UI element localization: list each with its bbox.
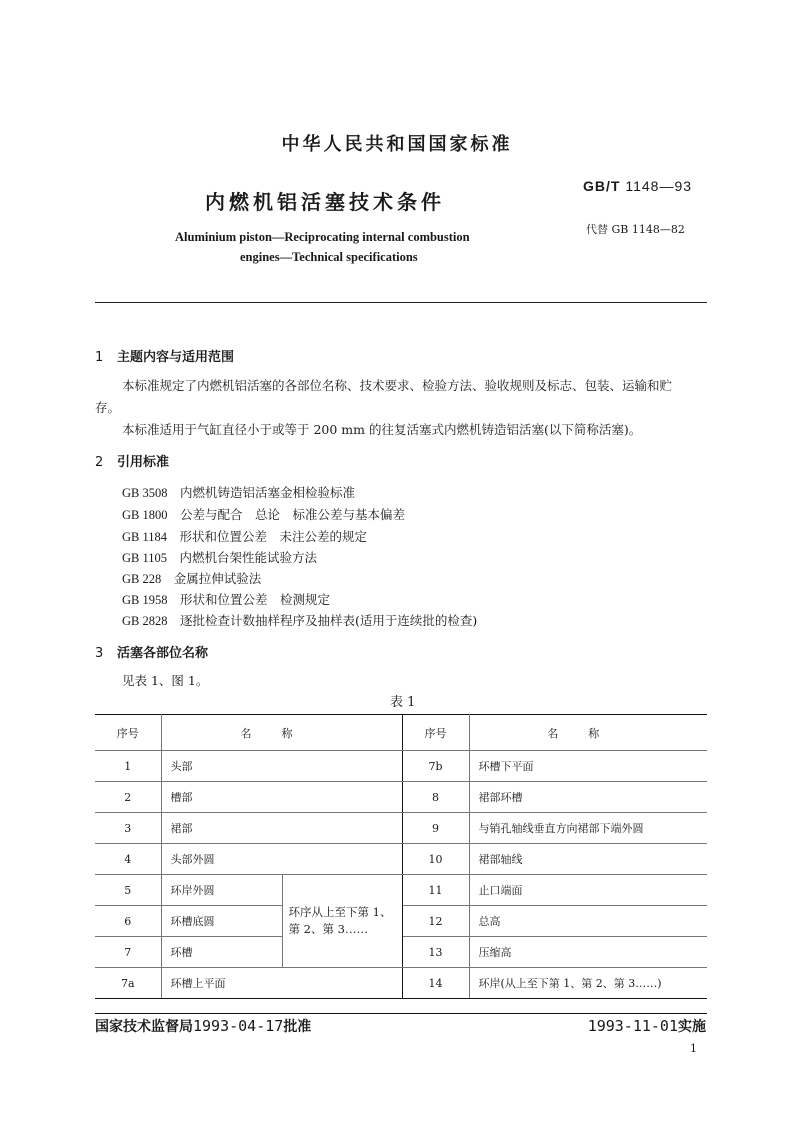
header-no: 序号 [95, 715, 161, 751]
section-1-para-2: 本标准适用于气缸直径小于或等于 200 mm 的往复活塞式内燃机铸造铝活塞(以下简称活塞)。 [122, 422, 642, 437]
row-name: 环槽下平面 [469, 751, 707, 782]
row-name: 环槽 [161, 937, 282, 968]
reference-item [122, 527, 367, 545]
reference-title: 金属拉伸试验法 [173, 571, 262, 586]
section-2-heading [95, 451, 169, 470]
reference-item [122, 611, 477, 629]
section-1-para-1-cont: 存。 [95, 400, 121, 415]
reference-title: 形状和位置公差 未注公差的规定 [179, 529, 368, 544]
footer-divider [95, 1013, 707, 1014]
table-row [95, 782, 707, 813]
section-title: 活塞各部位名称 [117, 646, 209, 661]
reference-code: GB 3508 [122, 486, 168, 500]
table-row [95, 844, 707, 875]
header-no: 序号 [402, 715, 469, 751]
row-no: 7 [95, 937, 161, 968]
approval-date: 1993-04-17 [193, 1017, 284, 1035]
standard-title-english-line1: Aluminium piston—Reciprocating internal combustion [175, 230, 470, 244]
row-no: 5 [95, 875, 161, 906]
row-no: 14 [402, 968, 469, 999]
row-no: 6 [95, 906, 161, 937]
row-no: 10 [402, 844, 469, 875]
header-name: 名称 [161, 715, 402, 751]
row-name: 环岸外圆 [161, 875, 282, 906]
reference-item [122, 590, 330, 608]
standard-title-chinese: 内燃机铝活塞技术条件 [205, 190, 445, 214]
reference-code: GB 1105 [122, 551, 168, 565]
row-no: 3 [95, 813, 161, 844]
header-divider [95, 302, 707, 303]
table-row [95, 968, 707, 999]
standard-code: 1148—93 [625, 178, 693, 194]
reference-title: 内燃机台架性能试验方法 [179, 550, 318, 565]
reference-item [122, 483, 355, 501]
standard-prefix: GB/T [583, 178, 621, 194]
approval-org: 国家技术监督局 [95, 1019, 193, 1035]
national-standard-heading: 中华人民共和国国家标准 [281, 134, 513, 155]
row-name: 头部 [161, 751, 402, 782]
section-3-para: 见表 1、图 1。 [122, 673, 209, 688]
parts-table [95, 714, 707, 999]
row-name: 止口端面 [469, 875, 707, 906]
section-1-para-1: 本标准规定了内燃机铝活塞的各部位名称、技术要求、检验方法、验收规则及标志、包装、运输和贮 [122, 378, 673, 393]
effective-line [588, 1016, 706, 1036]
row-name: 环槽上平面 [161, 968, 402, 999]
ring-order-note: 环序从上至下第 1、第 2、第 3…… [282, 875, 402, 968]
row-name: 压缩高 [469, 937, 707, 968]
table-row [95, 751, 707, 782]
section-number: 3 [95, 646, 104, 661]
row-no: 13 [402, 937, 469, 968]
row-name: 环岸(从上至下第 1、第 2、第 3……) [469, 968, 707, 999]
section-number: 2 [95, 455, 104, 470]
reference-code: GB 1958 [122, 593, 168, 607]
reference-code: GB 2828 [122, 614, 168, 628]
section-3-heading [95, 642, 208, 661]
reference-title: 内燃机铸造铝活塞金相检验标准 [180, 485, 356, 500]
row-name: 裙部 [161, 813, 402, 844]
row-name: 环槽底圆 [161, 906, 282, 937]
table-row [95, 875, 707, 906]
row-no: 7b [402, 751, 469, 782]
effective-word: 实施 [678, 1019, 706, 1035]
reference-item [122, 569, 261, 587]
reference-code: GB 1800 [122, 508, 168, 522]
row-no: 8 [402, 782, 469, 813]
effective-date: 1993-11-01 [587, 1017, 678, 1035]
approval-line [95, 1016, 311, 1036]
row-no: 7a [95, 968, 161, 999]
standard-number [583, 178, 692, 194]
row-no: 4 [95, 844, 161, 875]
table-header-row [95, 715, 707, 751]
row-no: 9 [402, 813, 469, 844]
row-no: 11 [402, 875, 469, 906]
reference-code: GB 1184 [122, 530, 168, 544]
page-number: 1 [690, 1042, 697, 1055]
reference-title: 公差与配合 总论 标准公差与基本偏差 [180, 507, 406, 522]
row-name: 与销孔轴线垂直方向裙部下端外圆 [469, 813, 707, 844]
row-name: 裙部环槽 [469, 782, 707, 813]
section-number: 1 [95, 350, 104, 365]
reference-item [122, 548, 317, 566]
row-no: 12 [402, 906, 469, 937]
row-no: 1 [95, 751, 161, 782]
replaces-standard: 代替 GB 1148—82 [586, 223, 685, 236]
section-1-heading [95, 346, 234, 365]
section-title: 引用标准 [117, 455, 170, 470]
standard-title-english-line2: engines—Technical specifications [240, 250, 418, 264]
reference-code: GB 228 [122, 572, 162, 586]
row-no: 2 [95, 782, 161, 813]
row-name: 头部外圆 [161, 844, 402, 875]
reference-title: 形状和位置公差 检测规定 [180, 592, 331, 607]
approval-word: 批准 [283, 1019, 312, 1035]
header-name: 名称 [469, 715, 707, 751]
reference-title: 逐批检查计数抽样程序及抽样表(适用于连续批的检查) [180, 613, 478, 628]
row-name: 总高 [469, 906, 707, 937]
row-name: 裙部轴线 [469, 844, 707, 875]
reference-item [122, 505, 405, 523]
table-row [95, 813, 707, 844]
row-name: 槽部 [161, 782, 402, 813]
table-caption: 表 1 [390, 695, 416, 710]
section-title: 主题内容与适用范围 [117, 350, 235, 365]
